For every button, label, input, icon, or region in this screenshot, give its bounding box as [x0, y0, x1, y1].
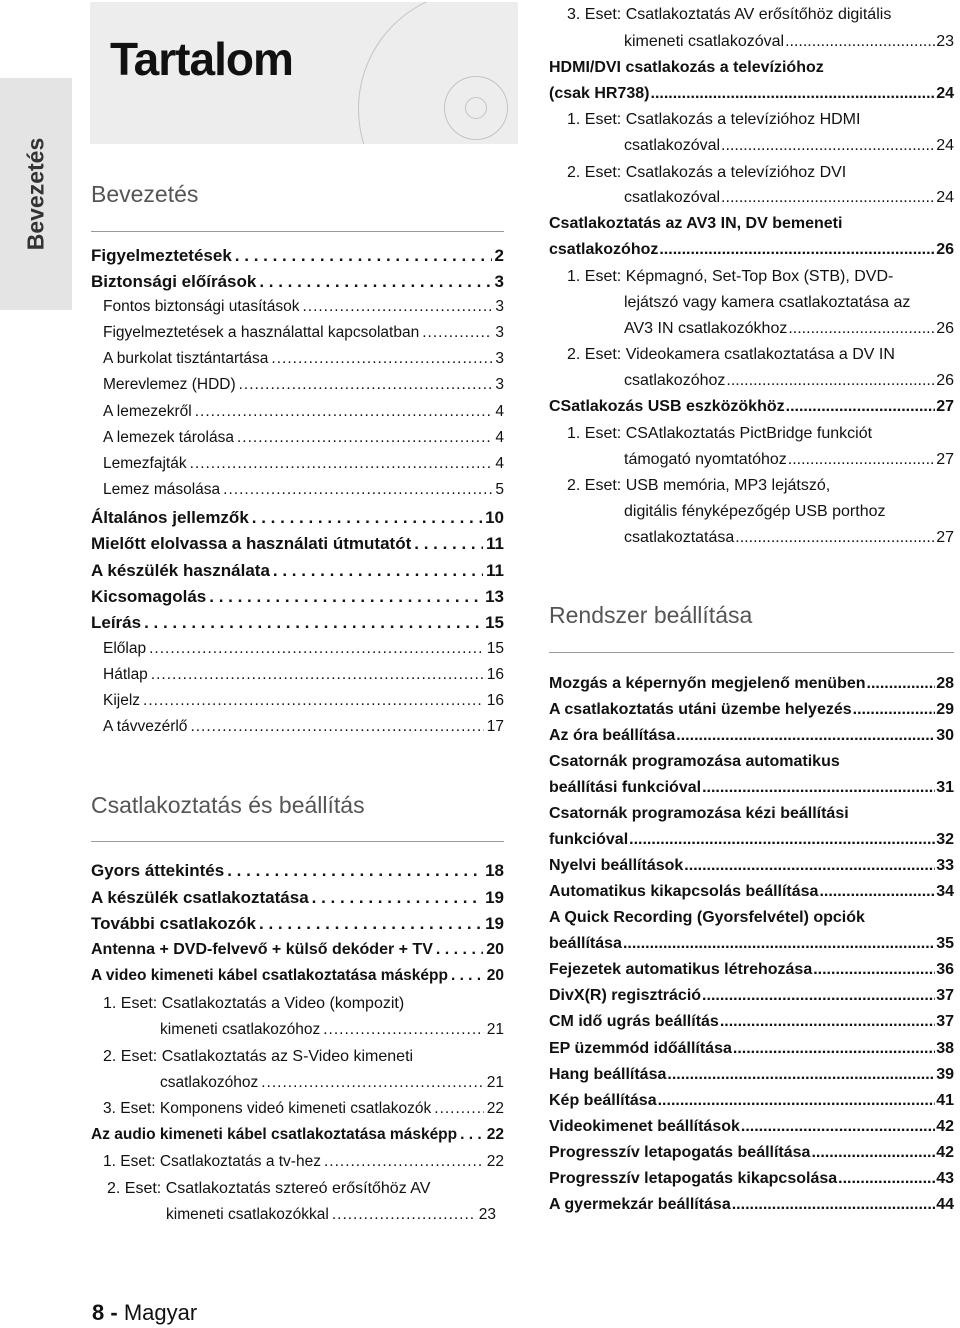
toc-entry-line: digitális fényképezőgép USB porthoz [624, 503, 886, 520]
toc-entry[interactable]: A video kimeneti kábel csatlakoztatása másképp . . . 20 [91, 967, 504, 985]
toc-entry[interactable]: CM idő ugrás beállítás ..... 37 [549, 1013, 954, 1031]
toc-entry[interactable]: Fontos biztonsági utasítások ..... 3 [103, 298, 504, 316]
toc-entry[interactable]: Előlap ..... 15 [103, 640, 504, 658]
toc-entry-line: HDMI/DVI csatlakozás a televízióhoz [549, 59, 824, 76]
toc-entry[interactable]: Automatikus kikapcsolás beállítása ..... 34 [549, 883, 954, 901]
toc-entry[interactable]: Merevlemez (HDD) ..... 3 [103, 376, 504, 394]
toc-entry-line: A Quick Recording (Gyorsfelvétel) opciók [549, 909, 865, 926]
toc-entry[interactable]: funkcióval ..... 32 [549, 831, 954, 849]
toc-entry-line: 1. Eset: Csatlakozás a televízióhoz HDMI [567, 111, 861, 128]
toc-entry[interactable]: EP üzemmód időállítása ..... 38 [549, 1040, 954, 1058]
page-number: 8 - [92, 1300, 118, 1325]
toc-entry[interactable]: Nyelvi beállítások ..... 33 [549, 857, 954, 875]
toc-entry[interactable]: csatlakozóhoz ..... 26 [624, 372, 954, 390]
toc-entry[interactable]: Az audio kimeneti kábel csatlakoztatása másképp . . . 22 [91, 1126, 504, 1144]
toc-entry-line: 1. Eset: CSAtlakoztatás PictBridge funkciót [567, 425, 873, 442]
toc-entry-line: 2. Eset: Csatlakoztatás az S-Video kimeneti [103, 1048, 414, 1065]
toc-entry-line: Csatornák programozása kézi beállítási [549, 805, 849, 822]
side-tab-label: Bevezetés [22, 137, 49, 251]
toc-entry[interactable]: Hátlap ..... 16 [103, 666, 504, 684]
toc-entry[interactable]: Antenna + DVD-felvevő + külső dekóder + TV . . . 20 [91, 941, 504, 959]
toc-entry[interactable]: A készülék használata . . . 11 [91, 561, 504, 581]
toc-entry[interactable]: A készülék csatlakoztatása . . . 19 [91, 888, 504, 908]
toc-entry[interactable]: Progresszív letapogatás kikapcsolása ..... 43 [549, 1170, 954, 1188]
toc-entry[interactable]: Kicsomagolás . . . 13 [91, 587, 504, 607]
toc-entry[interactable]: Fejezetek automatikus létrehozása ..... 36 [549, 961, 954, 979]
toc-entry[interactable]: Biztonsági előírások . . . 3 [91, 272, 504, 292]
toc-entry[interactable]: Lemezfajták ..... 4 [103, 455, 504, 473]
toc-entry[interactable]: A távvezérlő ..... 17 [103, 718, 504, 736]
toc-entry[interactable]: csatlakozóhoz ..... 26 [549, 241, 954, 259]
toc-entry[interactable]: Hang beállítása ..... 39 [549, 1066, 954, 1084]
toc-entry[interactable]: kimeneti csatlakozókkal ..... 23 [166, 1206, 496, 1224]
toc-entry[interactable]: beállítási funkcióval ..... 31 [549, 779, 954, 797]
toc-entry[interactable]: Lemez másolása ..... 5 [103, 481, 504, 499]
toc-entry-line: 2. Eset: Csatlakoztatás sztereó erősítőhöz AV [107, 1180, 431, 1197]
toc-entry[interactable]: AV3 IN csatlakozókhoz ..... 26 [624, 320, 954, 338]
toc-entry[interactable]: Kép beállítása ..... 41 [549, 1092, 954, 1110]
toc-entry[interactable]: kimeneti csatlakozóval ..... 23 [624, 33, 954, 51]
toc-entry[interactable]: DivX(R) regisztráció ..... 37 [549, 987, 954, 1005]
toc-entry[interactable]: Kijelz ..... 16 [103, 692, 504, 710]
toc-entry-line: 1. Eset: Csatlakoztatás a Video (kompozit) [103, 995, 405, 1012]
page-footer [92, 1300, 197, 1326]
toc-entry[interactable]: CSatlakozás USB eszközökhöz ..... 27 [549, 398, 954, 416]
toc-entry[interactable]: Mozgás a képernyőn megjelenő menüben ..... 28 [549, 675, 954, 693]
toc-entry[interactable]: A lemezek tárolása ..... 4 [103, 429, 504, 447]
page-title: Tartalom [110, 33, 293, 85]
section-heading-csatlakoztatas: Csatlakoztatás és beállítás [91, 792, 365, 818]
toc-entry[interactable]: 3. Eset: Komponens videó kimeneti csatlakozók ..... 22 [103, 1100, 504, 1118]
toc-left-column [91, 0, 504, 1328]
toc-entry[interactable]: (csak HR738) ..... 24 [549, 85, 954, 103]
toc-right-column [549, 0, 954, 1328]
toc-entry[interactable]: Általános jellemzők . . . 10 [91, 508, 504, 528]
divider [91, 841, 504, 842]
toc-entry-line: 1. Eset: Képmagnó, Set-Top Box (STB), DVD- [567, 268, 894, 285]
section-side-tab [0, 78, 72, 310]
toc-entry[interactable]: Mielőtt elolvassa a használati útmutatót . . . 11 [91, 534, 504, 554]
toc-entry[interactable]: Figyelmeztetések . . . 2 [91, 246, 504, 266]
toc-entry[interactable]: További csatlakozók . . . 19 [91, 914, 504, 934]
toc-entry-line: 2. Eset: USB memória, MP3 lejátszó, [567, 477, 831, 494]
toc-entry[interactable]: Videokimenet beállítások ..... 42 [549, 1118, 954, 1136]
toc-entry-line: lejátszó vagy kamera csatlakoztatása az [624, 294, 911, 311]
toc-entry[interactable]: kimeneti csatlakozóhoz ..... 21 [160, 1021, 504, 1039]
toc-entry[interactable]: 1. Eset: Csatlakoztatás a tv-hez ..... 22 [103, 1153, 504, 1171]
toc-entry[interactable]: csatlakozóhoz ..... 21 [160, 1074, 504, 1092]
toc-entry[interactable]: Gyors áttekintés . . . 18 [91, 861, 504, 881]
toc-entry[interactable]: Progresszív letapogatás beállítása ..... 42 [549, 1144, 954, 1162]
toc-entry[interactable]: támogató nyomtatóhoz ..... 27 [624, 451, 954, 469]
toc-entry[interactable]: Leírás . . . 15 [91, 613, 504, 633]
toc-entry[interactable]: A lemezekről ..... 4 [103, 403, 504, 421]
section-heading-bevezetes: Bevezetés [91, 181, 199, 207]
toc-entry[interactable]: Az óra beállítása ..... 30 [549, 727, 954, 745]
toc-entry[interactable]: A csatlakoztatás utáni üzembe helyezés ..... 29 [549, 701, 954, 719]
toc-entry-line: Csatornák programozása automatikus [549, 753, 840, 770]
toc-entry-line: Csatlakoztatás az AV3 IN, DV bemeneti [549, 215, 843, 232]
toc-entry[interactable]: Figyelmeztetések a használattal kapcsolatban ..... 3 [103, 324, 504, 342]
toc-entry[interactable]: A gyermekzár beállítása ..... 44 [549, 1196, 954, 1214]
section-heading-rendszer: Rendszer beállítása [549, 602, 753, 628]
toc-entry-line: 2. Eset: Videokamera csatlakoztatása a DV IN [567, 346, 895, 363]
toc-entry[interactable]: csatlakoztatása ..... 27 [624, 529, 954, 547]
divider [91, 231, 504, 232]
divider [549, 652, 954, 653]
toc-entry[interactable]: csatlakozóval ..... 24 [624, 137, 954, 155]
footer-language: Magyar [123, 1300, 198, 1325]
toc-entry-line: 2. Eset: Csatlakozás a televízióhoz DVI [567, 164, 847, 181]
toc-entry[interactable]: beállítása ..... 35 [549, 935, 954, 953]
toc-entry-line: 3. Eset: Csatlakoztatás AV erősítőhöz digitális [567, 6, 892, 23]
toc-entry[interactable]: A burkolat tisztántartása ..... 3 [103, 350, 504, 368]
toc-entry[interactable]: csatlakozóval ..... 24 [624, 189, 954, 207]
